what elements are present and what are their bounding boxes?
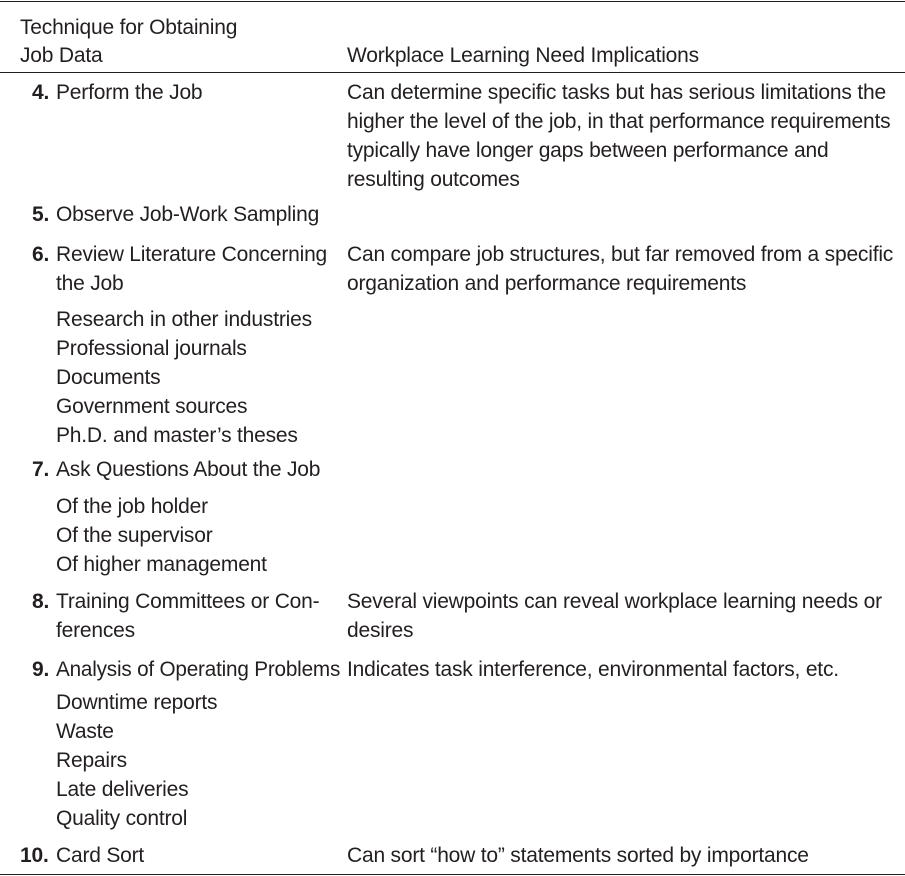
row-number: 4.	[32, 81, 50, 104]
subitem: Of the job holder	[56, 495, 208, 518]
header-rule	[0, 72, 905, 73]
implication-line: desires	[347, 619, 414, 642]
implication-line: higher the level of the job, in that performance requirements	[347, 110, 891, 133]
technique-line: Review Literature Concerning	[56, 243, 328, 266]
subitem: Quality control	[56, 807, 188, 830]
subitem: Documents	[56, 366, 161, 389]
technique-column-header-line2: Job Data	[20, 44, 103, 67]
subitem: Government sources	[56, 395, 248, 418]
implication-line: typically have longer gaps between performance and	[347, 139, 829, 162]
row-number: 7.	[32, 458, 50, 481]
technique-line: the Job	[56, 272, 124, 295]
subitem: Waste	[56, 720, 114, 743]
subitem: Research in other industries	[56, 308, 312, 331]
subitem: Ph.D. and master’s theses	[56, 424, 298, 447]
row-number: 5.	[32, 203, 50, 226]
technique-line: Observe Job-Work Sampling	[56, 203, 320, 226]
subitem: Late deliveries	[56, 778, 189, 801]
row-number: 8.	[32, 590, 50, 613]
subitem: Downtime reports	[56, 691, 218, 714]
technique-line: Perform the Job	[56, 81, 203, 104]
subitem: Repairs	[56, 749, 127, 772]
subitem: Professional journals	[56, 337, 247, 360]
technique-line: Analysis of Operating Problems	[56, 658, 341, 681]
subitem: Of higher management	[56, 553, 267, 576]
technique-line: Training Committees or Con-	[56, 590, 320, 613]
row-number: 10.	[20, 844, 49, 867]
implications-column-header: Workplace Learning Need Implications	[347, 44, 699, 67]
technique-line: ferences	[56, 619, 135, 642]
row-number: 6.	[32, 243, 50, 266]
implication-line: Indicates task interference, environmental factors, etc.	[347, 658, 839, 681]
implication-line: Can sort “how to” statements sorted by importance	[347, 844, 809, 867]
implication-line: organization and performance requirements	[347, 272, 747, 295]
implication-line: resulting outcomes	[347, 168, 520, 191]
row-number: 9.	[32, 658, 50, 681]
technique-column-header-line1: Technique for Obtaining	[20, 16, 238, 39]
implication-line: Can compare job structures, but far removed from a specific	[347, 243, 894, 266]
implication-line: Can determine specific tasks but has serious limitations the	[347, 81, 886, 104]
technique-line: Ask Questions About the Job	[56, 458, 321, 481]
table-header	[0, 0, 905, 80]
technique-line: Card Sort	[56, 844, 145, 867]
table-bottom-rule	[0, 874, 905, 875]
implication-line: Several viewpoints can reveal workplace learning needs or	[347, 590, 882, 613]
subitem: Of the supervisor	[56, 524, 213, 547]
